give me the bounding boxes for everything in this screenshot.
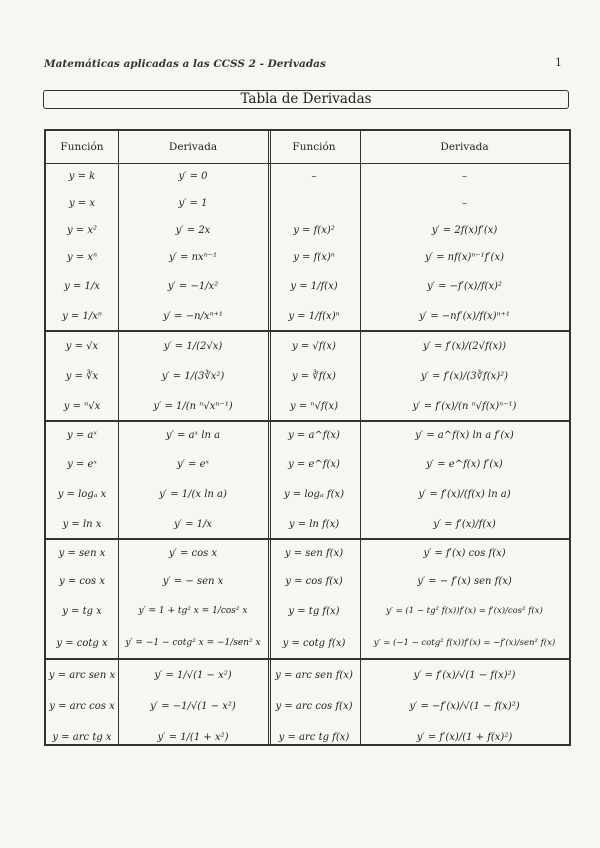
derivative-cell: y′ = a^f(x) ln a f′(x): [415, 429, 514, 441]
derivative-cell: y′ = −nf′(x)/f(x)ⁿ⁺¹: [419, 310, 510, 322]
function-cell: y = arc tg f(x): [278, 731, 350, 743]
function-cell: y = 1/f(x): [290, 280, 338, 292]
derivative-cell: y′ = −n/xⁿ⁺¹: [163, 310, 223, 322]
derivative-cell: y′ = 1/(n ⁿ√xⁿ⁻¹): [153, 400, 233, 412]
function-cell: y = arc tg x: [52, 731, 112, 743]
function-cell: y = ⁿ√x: [63, 400, 101, 412]
derivative-cell: –: [462, 170, 467, 182]
derivative-cell: y′ = f′(x) cos f(x): [423, 547, 506, 559]
derivative-cell: y′ = 1/(3∛x²): [161, 370, 225, 382]
column-header: Derivada: [440, 141, 489, 153]
derivative-cell: y′ = −f′(x)/√(1 − f(x)²): [409, 700, 520, 712]
function-cell: y = arc cos x: [49, 700, 115, 712]
function-cell: y = cos f(x): [285, 575, 343, 587]
function-cell: y = tg x: [62, 605, 102, 617]
function-cell: y = a^f(x): [288, 429, 340, 441]
derivative-cell: y′ = −1/x²: [167, 280, 219, 292]
derivative-cell: y′ = f′(x)/(3∛f(x)²): [420, 370, 509, 382]
function-cell: y = x²: [66, 224, 98, 236]
function-cell: y = cos x: [59, 575, 105, 587]
function-cell: y = f(x)ⁿ: [293, 251, 335, 263]
derivative-cell: y′ = 1 + tg² x = 1/cos² x: [138, 606, 248, 616]
derivative-cell: y′ = 2f(x)f′(x): [431, 224, 498, 236]
derivative-cell: y′ = f′(x)/(f(x) ln a): [418, 488, 511, 500]
function-cell: y = arc cos f(x): [275, 700, 353, 712]
derivative-cell: y′ = aˣ ln a: [165, 429, 221, 441]
derivative-cell: y′ = f′(x)/√(1 − f(x)²): [413, 669, 516, 681]
derivative-cell: y′ = nxⁿ⁻¹: [168, 251, 218, 263]
function-cell: y = cotg x: [56, 637, 108, 649]
running-header: Matemáticas aplicadas a las CCSS 2 - Derivadas: [44, 58, 326, 70]
derivative-cell: y′ = f′(x)/(n ⁿ√f(x)ⁿ⁻¹): [412, 400, 517, 412]
column-header: Función: [292, 141, 336, 153]
function-cell: y = √f(x): [292, 340, 336, 352]
function-cell: y = arc sen x: [48, 669, 116, 681]
derivative-cell: y′ = eˣ: [176, 458, 210, 470]
derivative-cell: y′ = f′(x)/f(x): [433, 518, 496, 530]
derivative-cell: y′ = −1 − cotg² x = −1/sen² x: [125, 638, 261, 648]
derivative-cell: y′ = − sen x: [162, 575, 224, 587]
function-cell: y = √x: [65, 340, 99, 352]
derivative-cell: –: [462, 197, 467, 209]
function-cell: y = ln x: [62, 518, 102, 530]
derivative-cell: y′ = f′(x)/(2√f(x)): [422, 340, 507, 352]
function-cell: y = sen x: [58, 547, 106, 559]
derivative-cell: y′ = 1/(x ln a): [159, 488, 227, 500]
function-cell: y = cotg f(x): [282, 637, 346, 649]
function-cell: y = 1/x: [64, 280, 100, 292]
function-cell: y = tg f(x): [288, 605, 340, 617]
function-cell: y = ln f(x): [288, 518, 340, 530]
function-cell: y = xⁿ: [66, 251, 98, 263]
derivative-cell: y′ = 1/(2√x): [163, 340, 223, 352]
derivative-cell: y′ = 1/(1 + x²): [157, 731, 229, 743]
function-cell: y = e^f(x): [288, 458, 340, 470]
function-cell: y = ∛f(x): [292, 370, 336, 382]
column-header: Función: [60, 141, 104, 153]
function-cell: y = k: [68, 170, 96, 182]
function-cell: y = sen f(x): [284, 547, 344, 559]
derivative-cell: y′ = −1/√(1 − x²): [150, 700, 236, 712]
function-cell: [268, 189, 360, 217]
derivative-cell: y′ = 2x: [175, 224, 211, 236]
derivative-cell: y′ = 1/√(1 − x²): [154, 669, 232, 681]
function-cell: y = ∛x: [65, 370, 99, 382]
derivative-cell: y′ = cos x: [168, 547, 218, 559]
function-cell: y = ⁿ√f(x): [290, 400, 338, 412]
derivative-cell: y′ = (−1 − cotg² f(x))f′(x) = −f′(x)/sen² f(x): [373, 638, 556, 648]
derivative-cell: y′ = 1/x: [173, 518, 213, 530]
derivative-cell: y′ = 1: [178, 197, 208, 209]
function-cell: y = x: [68, 197, 96, 209]
function-cell: y = aˣ: [67, 429, 97, 441]
page-number: 1: [555, 56, 562, 69]
derivatives-table: [44, 129, 571, 746]
derivative-cell: y′ = (1 − tg² f(x))f′(x) = f′(x)/cos² f(x): [386, 606, 543, 616]
table-title: Tabla de Derivadas: [43, 90, 569, 109]
derivative-cell: y′ = − f′(x) sen f(x): [417, 575, 512, 587]
function-cell: y = logₐ f(x): [283, 488, 345, 500]
derivative-cell: y′ = e^f(x) f′(x): [426, 458, 503, 470]
function-cell: y = arc sen f(x): [275, 669, 353, 681]
derivative-cell: y′ = nf(x)ⁿ⁻¹f′(x): [425, 251, 504, 263]
function-cell: y = 1/xⁿ: [62, 310, 102, 322]
function-cell: –: [311, 170, 317, 182]
function-cell: y = eˣ: [67, 458, 97, 470]
derivative-cell: y′ = f′(x)/(1 + f(x)²): [416, 731, 513, 743]
function-cell: y = 1/f(x)ⁿ: [288, 310, 340, 322]
function-cell: y = logₐ x: [57, 488, 107, 500]
column-header: Derivada: [168, 141, 218, 153]
derivative-cell: y′ = −f′(x)/f(x)²: [427, 280, 502, 292]
function-cell: y = f(x)²: [293, 224, 335, 236]
derivative-cell: y′ = 0: [178, 170, 208, 182]
